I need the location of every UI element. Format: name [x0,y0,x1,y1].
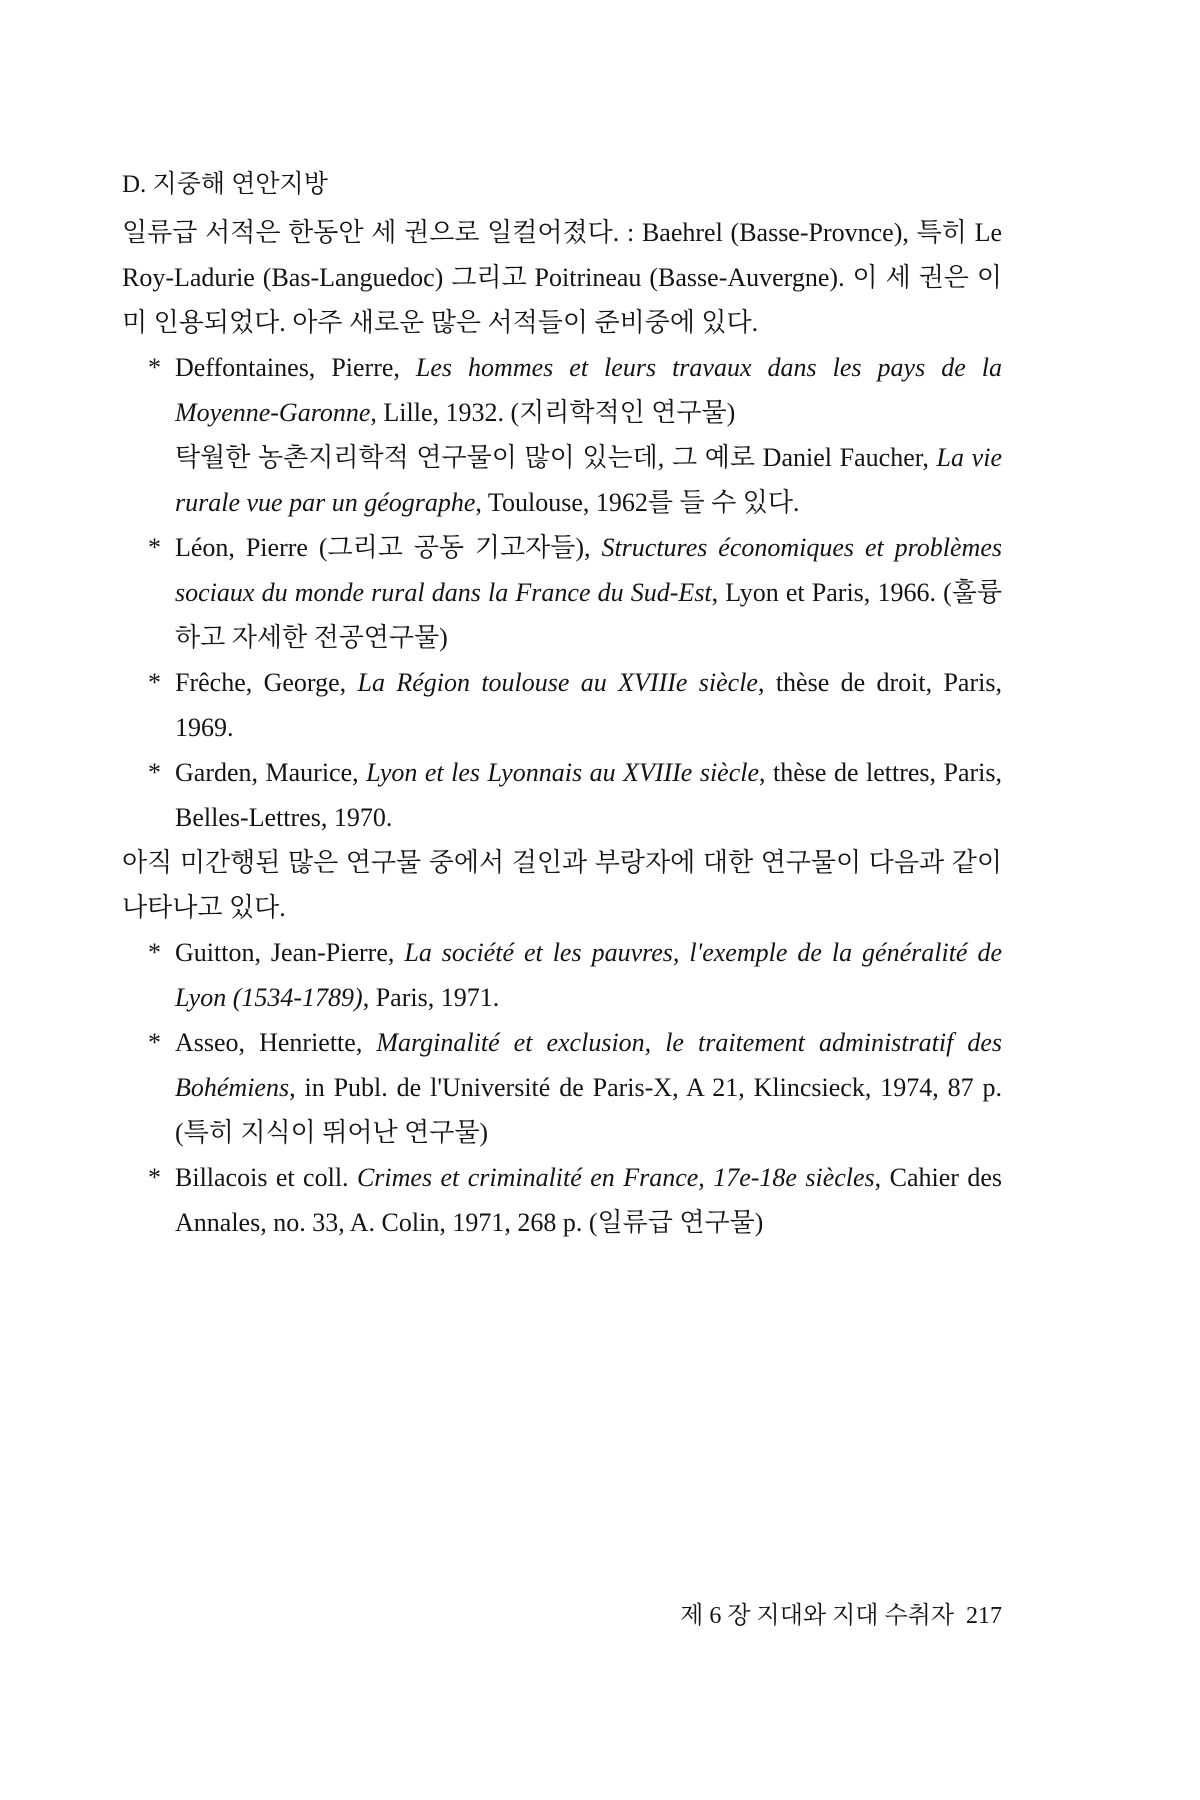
entry-author: Léon, Pierre (그리고 공동 기고자들), [175,533,602,562]
bibliography-entry [122,345,1002,435]
bibliography-list-a [122,345,1002,840]
entry-author: 탁월한 농촌지리학적 연구물이 많이 있는데, 그 예로 Daniel Faucher, [175,443,937,472]
entry-title: Structures économiques et problèmes sociaux du monde rural dans la France du Sud-Est [175,533,1002,607]
middle-paragraph: 아직 미간행된 많은 연구물 중에서 걸인과 부랑자에 대한 연구물이 다음과 같이 나타나고 있다. [122,848,1002,922]
bibliography-entry [122,1020,1002,1155]
chapter-title: 제 6 장 지대와 지대 수취자 [680,1603,954,1629]
entry-title: La vie rurale vue par un géographe [175,443,1002,517]
entry-bullet: * [148,668,161,697]
entry-author: Billacois et coll. [175,1163,357,1192]
entry-title: Lyon et les Lyonnais au XVIIIe siècle [366,758,760,787]
entry-author: Guitton, Jean-Pierre, [175,938,405,967]
entry-title: Les hommes et leurs travaux dans les pays de la Moyenne-Garonne [175,353,1002,427]
bibliography-list-b [122,930,1002,1245]
intro-paragraph: 일류급 서적은 한동안 세 권으로 일컬어졌다. : Baehrel (Basse-Provnce), 특히 Le Roy-Ladurie (Bas-Languedoc) 그리고 Poitrineau (Basse-Auvergne). 이 세 권은 이미 인용되었다. 아주 새로운 많은 서적들이 준비중에 있다. [122,218,1002,337]
entry-title: La Région toulouse au XVIIIe siècle [357,668,758,697]
entry-title: Crimes et criminalité en France, 17e-18e siècles [356,1163,875,1192]
entry-details: , Toulouse, 1962를 들 수 있다. [475,488,800,517]
entry-bullet: * [148,1163,161,1192]
entry-title: Marginalité et exclusion, le traitement administratif des Bohémiens [175,1028,1002,1102]
entry-details: , thèse de droit, Paris, 1969. [175,668,1002,742]
entry-details: , Paris, 1971. [362,983,500,1012]
bibliography-entry [122,435,1002,525]
entry-bullet: * [148,353,161,382]
bibliography-entry [122,1155,1002,1245]
page-number: 217 [966,1603,1002,1629]
entry-author: Deffontaines, Pierre, [175,353,416,382]
entry-details: , Lille, 1932. (지리학적인 연구물) [370,398,736,427]
entry-title: La société et les pauvres, l'exemple de la généralité de Lyon (1534-1789) [175,938,1002,1012]
entry-details: , Lyon et Paris, 1966. (훌륭하고 자세한 전공연구물) [175,578,1002,652]
page-body [122,160,1002,1245]
entry-bullet: * [148,938,161,967]
entry-author: Frêche, George, [175,668,358,697]
entry-bullet: * [148,1028,161,1057]
bibliography-entry [122,750,1002,840]
entry-details: , thèse de lettres, Paris, Belles-Lettres, 1970. [175,758,1003,832]
bibliography-entry [122,930,1002,1020]
entry-author: Garden, Maurice, [175,758,367,787]
entry-bullet: * [148,758,161,787]
entry-bullet: * [148,533,161,562]
entry-author: Asseo, Henriette, [175,1028,377,1057]
bibliography-entry [122,525,1002,660]
entry-details: , Cahier des Annales, no. 33, A. Colin, 1971, 268 p. (일류급 연구물) [175,1163,1002,1237]
entry-details: , in Publ. de l'Université de Paris-X, A 21, Klincsieck, 1974, 87 p. (특히 지식이 뛰어난 연구물) [175,1073,1002,1147]
section-heading: D. 지중해 연안지방 [122,171,328,198]
page-footer [600,1596,1002,1636]
bibliography-entry [122,660,1002,750]
